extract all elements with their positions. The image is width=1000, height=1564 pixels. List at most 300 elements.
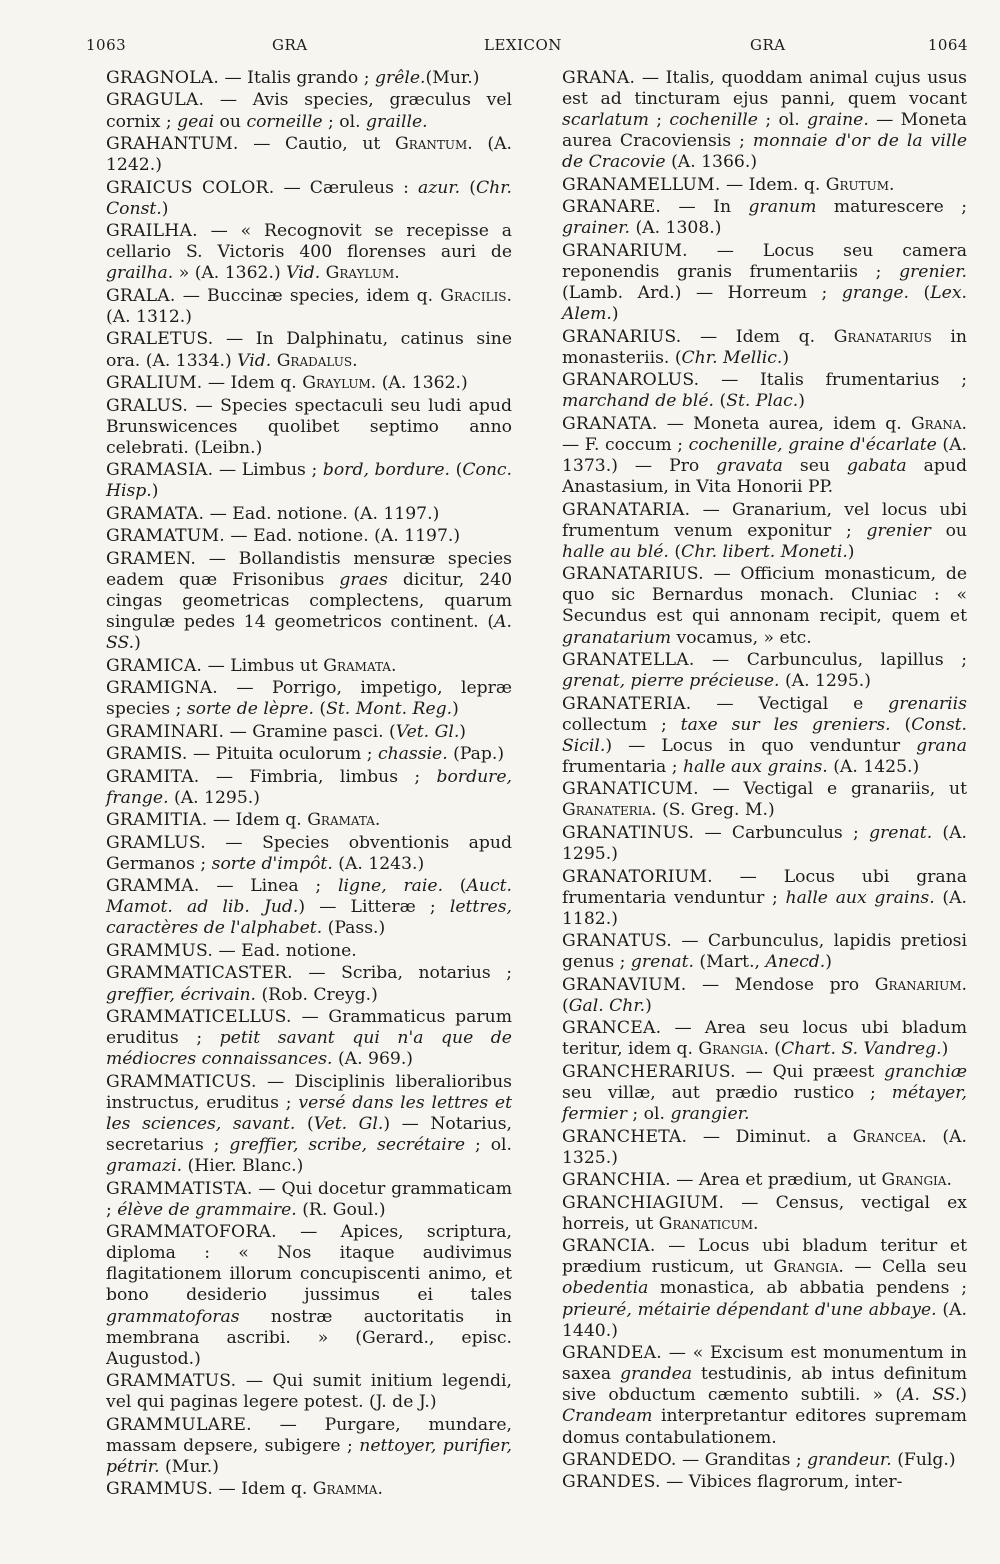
entry-italic-text: Vid. — [237, 350, 272, 371]
entry-lemma: GRAMMUS. — [106, 940, 213, 961]
entry-text: ) — [151, 481, 159, 502]
dictionary-entry — [562, 779, 967, 821]
entry-italic-text: granum — [748, 197, 817, 218]
entry-text: — Fimbria, limbus ; — [199, 766, 437, 787]
entry-text: (A. 1373.) — Pro — [562, 434, 967, 477]
entry-italic-text: Conc. Hisp. — [106, 460, 513, 502]
dictionary-entry — [106, 1222, 512, 1370]
entry-lemma: GRAGNOLA. — [106, 68, 220, 88]
entry-lemma: GRANATERIA. — [562, 693, 692, 714]
entry-text: dicitur, 240 cingas geometricas complectens, quarum singulæ pedes 14 geometricos continent. ( — [106, 569, 512, 633]
entry-italic-text: prieuré, métairie dépendant d'une abbaye. — [562, 1299, 937, 1320]
dictionary-entry — [106, 286, 512, 328]
entry-lemma: GRALA. — [106, 285, 176, 306]
entry-italic-text: Vet. Gl. — [395, 721, 460, 742]
entry-lemma: GRANATINUS. — [562, 822, 695, 843]
entry-text: nostræ auctoritatis in membrana ascribi. » (Gerard., episc. Augustod.) — [106, 1306, 512, 1369]
entry-cross-reference: Granateria. — [562, 800, 657, 821]
dictionary-entry — [106, 1371, 512, 1413]
entry-italic-text: sorte de lèpre. — [186, 699, 314, 720]
entry-text: (A. 1243.) — [332, 853, 425, 874]
entry-italic-text: grenat. — [630, 952, 694, 973]
entry-lemma: GRAMLUS. — [106, 832, 206, 853]
dictionary-entry — [106, 767, 512, 809]
entry-text: — In — [661, 197, 749, 218]
entry-italic-text: granatarium — [562, 627, 672, 648]
entry-lemma: GRAMASIA. — [106, 460, 214, 481]
entry-text: — Qui docetur grammaticam ; — [106, 1178, 512, 1220]
entry-lemma: GRAMMATISTA. — [106, 1178, 253, 1199]
entry-text: (Lamb. Ard.) — Horreum ; — [562, 283, 842, 304]
dictionary-entry — [562, 1062, 967, 1125]
entry-text: ; ol. — [757, 110, 808, 131]
entry-text: — Italis frumentarius ; — [699, 370, 967, 391]
entry-lemma: GRANA. — [562, 68, 636, 88]
entry-text: — Vectigal e granariis, ut — [698, 779, 967, 800]
entry-text: ( — [909, 283, 931, 304]
entry-lemma: GRAILHA. — [106, 221, 198, 242]
left-column — [106, 68, 512, 1502]
entry-text: — Bollandistis mensuræ species eadem quæ Frisonibus — [106, 548, 512, 590]
entry-lemma: GRANCHIAGIUM. — [562, 1192, 725, 1213]
entry-cross-reference: Grangia. — [698, 1039, 769, 1060]
dictionary-entry — [106, 722, 512, 743]
entry-text: — Scriba, notarius ; — [292, 963, 512, 984]
entry-italic-text: sorte d'impôt. — [211, 853, 333, 874]
entry-text: — Moneta aurea Cracoviensis ; — [562, 110, 967, 152]
dictionary-entry — [562, 931, 967, 973]
entry-lemma: GRANATORIUM. — [562, 866, 713, 887]
entry-lemma: GRAICUS COLOR. — [106, 177, 275, 198]
entry-cross-reference: Gramata. — [307, 810, 381, 831]
entry-text: — « Excisum est monumentum in saxea — [562, 1343, 967, 1385]
entry-text: ( — [295, 1113, 314, 1134]
entry-lemma: GRAMATUM. — [106, 526, 225, 547]
entry-italic-text: St. Plac. — [726, 391, 799, 412]
entry-text: maturescere ; — [816, 197, 967, 218]
entry-italic-text: graine. — [807, 110, 869, 131]
entry-text: seu — [782, 456, 847, 477]
dictionary-entry — [106, 678, 512, 720]
entry-text: — Granarium, vel locus ubi frumentum venum exponitur ; — [562, 499, 967, 541]
dictionary-entry — [562, 500, 967, 563]
entry-text: — Qui sumit initium legendi, vel qui paginas legere potest. (J. de J.) — [106, 1371, 512, 1413]
headword-left: GRA — [272, 36, 308, 54]
entry-text: — Idem q. — [202, 373, 303, 394]
entry-text: ) — [645, 995, 652, 1016]
dictionary-entry — [106, 178, 512, 220]
entry-italic-text: chassie. — [377, 744, 448, 765]
dictionary-entry — [562, 1472, 967, 1493]
entry-italic-text: grammatoforas — [106, 1306, 240, 1327]
entry-text: — Disciplinis liberalioribus instructus, eruditus ; — [106, 1071, 512, 1113]
entry-text: — Italis grando ; — [219, 68, 375, 88]
entry-text: (R. Goul.) — [296, 1199, 386, 1220]
entry-lemma: GRANAMELLUM. — [562, 174, 721, 195]
entry-text: (Rob. Creyg.) — [256, 984, 378, 1005]
dictionary-entry — [106, 221, 512, 284]
dictionary-entry — [106, 963, 512, 1005]
dictionary-entry — [562, 68, 967, 173]
entry-lemma: GRALUS. — [106, 395, 189, 416]
dictionary-entry — [562, 1127, 967, 1169]
entry-cross-reference: Gracilis. — [440, 285, 512, 306]
entry-italic-text: cochenille — [669, 110, 758, 131]
entry-text: (A. 1295.) — [562, 822, 968, 865]
entry-cross-reference: Grangia. — [881, 1170, 952, 1191]
entry-italic-text: monnaie d'or de la ville de Cracovie — [562, 131, 967, 173]
dictionary-entry — [562, 197, 967, 239]
entry-text: — Limbus ut — [202, 655, 324, 676]
entry-italic-text: nettoyer, purifier, pétrir. — [106, 1435, 512, 1477]
entry-cross-reference: Grana. — [910, 413, 967, 434]
entry-text: ; ol. — [626, 1104, 671, 1125]
entry-italic-text: bord, bordure. — [322, 460, 451, 481]
entry-italic-text: grenat, pierre précieuse. — [562, 671, 780, 692]
dictionary-entry — [562, 241, 967, 325]
dictionary-entry — [106, 373, 512, 394]
entry-text: ) — Notarius, secretarius ; — [106, 1113, 513, 1155]
entry-italic-text: grenariis — [888, 693, 967, 714]
dictionary-entry — [106, 526, 512, 547]
entry-italic-text: marchand de blé. — [562, 391, 715, 412]
entry-lemma: GRANATARIUS. — [562, 564, 704, 585]
entry-text: ) — [161, 198, 169, 219]
entry-text: ) — [798, 391, 805, 412]
entry-text: — Area seu locus ubi bladum teritur, idem q. — [562, 1018, 967, 1060]
entry-text: ) — [825, 952, 832, 973]
dictionary-entry — [562, 823, 967, 865]
entry-text: ) — [459, 721, 467, 742]
entry-cross-reference: Grantum. — [394, 134, 473, 155]
dictionary-entry — [106, 460, 512, 502]
entry-text: ; — [648, 110, 670, 131]
dictionary-entry — [562, 650, 967, 692]
entry-italic-text: scarlatum — [562, 110, 649, 131]
entry-text: — Vectigal e — [691, 693, 889, 714]
entry-text: — Vibices flagrorum, inter- — [660, 1472, 903, 1493]
entry-italic-text: Const. Sicil. — [562, 714, 968, 756]
dictionary-entry — [106, 1479, 512, 1500]
dictionary-entry — [562, 1236, 967, 1341]
entry-cross-reference: Gradalus. — [276, 350, 358, 371]
headword-right: GRA — [750, 36, 786, 54]
dictionary-entry — [562, 175, 967, 196]
entry-italic-text: métayer, fermier — [562, 1083, 967, 1125]
dictionary-entry — [106, 396, 512, 459]
entry-lemma: GRAMMATICASTER. — [106, 963, 293, 984]
entry-text: collectum ; — [562, 714, 681, 735]
entry-text: (Mur.) — [425, 68, 480, 88]
entry-text: — Species spectaculi seu ludi apud Brunswicences quolibet septimo anno celebrati. (Leibn.) — [106, 395, 512, 458]
entry-text: (Mart., — [693, 952, 766, 973]
entry-lemma: GRAMIS. — [106, 744, 188, 765]
entry-italic-text: grana — [916, 735, 967, 756]
entry-lemma: GRANATELLA. — [562, 650, 695, 671]
dictionary-entry — [562, 1450, 967, 1471]
entry-text: — Avis species, græculus vel cornix ; — [106, 90, 512, 132]
entry-text: ( — [714, 391, 727, 412]
entry-text: — Grammaticus parum eruditus ; — [106, 1007, 512, 1049]
entry-text: — « Recognovit se recepisse a cellario S. Victoris 400 florenses auri de — [106, 221, 512, 263]
entry-text: — Porrigo, impetigo, lepræ species ; — [106, 678, 512, 720]
entry-lemma: GRAMICA. — [106, 655, 203, 676]
entry-italic-text: Gal. Chr. — [568, 995, 646, 1016]
entry-italic-text: Chr. libert. Moneti. — [681, 541, 848, 562]
entry-cross-reference: Gramata. — [323, 655, 397, 676]
entry-italic-text: taxe sur les greniers. — [680, 714, 891, 735]
entry-text: — Gramine pasci. ( — [224, 721, 396, 742]
entry-italic-text: grainer. — [562, 218, 630, 239]
entry-lemma: GRANCEA. — [562, 1018, 662, 1039]
entry-italic-text: grenier — [866, 520, 931, 541]
dictionary-entry — [562, 867, 967, 930]
entry-text: — Diminut. a — [687, 1126, 853, 1147]
entry-lemma: GRANATUS. — [562, 931, 672, 952]
entry-italic-text: grangier. — [670, 1104, 750, 1125]
entry-italic-text: grêle. — [375, 68, 426, 88]
entry-text: (A. 1295.) — [779, 671, 871, 692]
entry-text: — Locus ubi grana frumentaria venduntur ; — [562, 866, 967, 908]
entry-cross-reference: Graylum. — [325, 263, 400, 284]
entry-text: — Area et prædium, ut — [670, 1170, 882, 1191]
entry-text: — Linea ; — [199, 876, 338, 897]
entry-italic-text: greffier, scribe, secrétaire — [229, 1134, 466, 1155]
entry-lemma: GRANATARIA. — [562, 499, 691, 520]
entry-text: — Purgare, mundare, massam depsere, subigere ; — [106, 1414, 512, 1456]
entry-text: — Cautio, ut — [238, 134, 395, 155]
entry-lemma: GRAGULA. — [106, 90, 205, 111]
running-title: LEXICON — [484, 36, 562, 54]
entry-text: (A. 1425.) — [827, 756, 920, 777]
entry-italic-text: graille. — [366, 111, 428, 132]
entry-lemma: GRANDES. — [562, 1472, 661, 1493]
entry-text: (A. 1242.) — [106, 134, 513, 176]
entry-text: ( — [313, 699, 327, 720]
entry-italic-text: Anecd. — [765, 952, 826, 973]
entry-italic-text: gramazi. — [106, 1156, 183, 1177]
entry-cross-reference: Granarium. — [874, 974, 967, 995]
entry-text: ; ol. — [465, 1134, 513, 1155]
entry-lemma: GRALETUS. — [106, 329, 214, 350]
entry-italic-text: Chr. Mellic. — [681, 347, 783, 368]
dictionary-entry — [562, 694, 967, 778]
dictionary-entry — [106, 941, 512, 962]
entry-text: in monasteriis. ( — [562, 326, 967, 368]
entry-italic-text: ligne, raie. — [337, 876, 444, 897]
entry-text: ) — [782, 347, 790, 368]
entry-italic-text: cochenille, graine d'écarlate — [688, 434, 937, 455]
entry-text: (Pass.) — [322, 918, 386, 939]
entry-text: ( — [562, 995, 569, 1016]
dictionary-entry — [106, 90, 512, 132]
dictionary-entry — [106, 68, 512, 89]
entry-text: ) — [847, 541, 855, 562]
dictionary-entry — [106, 833, 512, 875]
entry-text: ) — [134, 633, 141, 654]
running-header — [86, 36, 968, 58]
entry-lemma: GRAMMATICUS. — [106, 1071, 257, 1092]
entry-text: (A. 969.) — [332, 1049, 413, 1070]
entry-text: (A. 1308.) — [630, 218, 722, 239]
entry-text: interpretantur editores supremam domus contabulationem. — [562, 1406, 967, 1448]
entry-text: apud Anastasium, in Vita Honorii PP. — [562, 456, 967, 498]
entry-lemma: GRANCHIA. — [562, 1170, 671, 1191]
entry-lemma: GRALIUM. — [106, 373, 203, 394]
entry-text: seu villæ, aut prædio rustico ; — [562, 1083, 892, 1104]
entry-text: (Pap.) — [447, 744, 505, 765]
entry-italic-text: grandeur. — [807, 1449, 892, 1470]
dictionary-entry — [562, 564, 967, 648]
entry-italic-text: St. Mont. Reg. — [326, 699, 453, 720]
dictionary-entry — [562, 1343, 967, 1448]
entry-italic-text: gabata — [846, 456, 907, 477]
dictionary-entry — [106, 1072, 512, 1177]
entry-text: ( — [890, 714, 912, 735]
dictionary-entry — [106, 504, 512, 525]
entry-italic-text: grandea — [620, 1364, 693, 1385]
entry-text: — Cella seu — [843, 1257, 968, 1278]
entry-text: — Locus seu camera reponendis granis frumentariis ; — [562, 240, 967, 283]
dictionary-entry — [562, 327, 967, 369]
entry-italic-text: élève de grammaire. — [117, 1199, 297, 1220]
entry-text: — Cæruleus : — [274, 177, 418, 198]
entry-lemma: GRANCHERARIUS. — [562, 1061, 736, 1082]
entry-italic-text: petit savant qui n'a que de médiocres connaissances. — [106, 1028, 512, 1070]
entry-text: — Ead. notione. — [213, 940, 357, 961]
entry-text: (A. 1366.) — [665, 152, 758, 173]
entry-text: (S. Greg. M.) — [656, 800, 775, 821]
entry-lemma: GRAMMATUS. — [106, 1371, 237, 1392]
dictionary-entry — [562, 975, 967, 1017]
entry-italic-text: geai — [177, 111, 215, 132]
entry-text: — Italis, quoddam animal cujus usus est ad tincturam ejus panni, quem vocant — [562, 68, 967, 110]
entry-italic-text: graes — [339, 569, 388, 590]
entry-italic-text: Vet. Gl. — [313, 1113, 384, 1134]
entry-text: — Carbunculus, lapillus ; — [694, 650, 967, 671]
entry-text: — Mendose pro — [686, 974, 875, 995]
entry-italic-text: grange. — [841, 283, 910, 304]
dictionary-entry — [562, 370, 967, 412]
entry-text: (Fulg.) — [891, 1449, 956, 1470]
entry-text: — Buccinæ species, idem q. — [175, 285, 441, 306]
dictionary-entry — [562, 414, 967, 498]
dictionary-entry — [106, 329, 512, 371]
entry-text: frumentaria ; — [562, 756, 684, 777]
entry-text: — Ead. notione. (A. 1197.) — [224, 526, 461, 547]
entry-lemma: GRANDEDO. — [562, 1449, 677, 1470]
entry-text: ) — [941, 1039, 949, 1060]
entry-lemma: GRANATA. — [562, 413, 658, 434]
entry-text: (Mur.) — [159, 1456, 219, 1477]
entry-italic-text: Crandeam — [562, 1406, 653, 1427]
dictionary-entry — [562, 1170, 967, 1191]
entry-text: ) — [960, 1385, 968, 1406]
entry-lemma: GRANARIUS. — [562, 326, 682, 347]
entry-cross-reference: Granatarius — [833, 326, 932, 347]
entry-italic-text: grailha. — [106, 263, 174, 284]
entry-lemma: GRAMIGNA. — [106, 678, 218, 699]
entry-text: ( — [768, 1039, 781, 1060]
entry-text: — Granditas ; — [676, 1449, 808, 1470]
entry-text: — Ead. notione. (A. 1197.) — [204, 503, 440, 524]
entry-italic-text: obedentia — [562, 1278, 649, 1299]
entry-text: vocamus, » etc. — [671, 627, 812, 648]
entry-text: ou — [930, 520, 967, 541]
entry-cross-reference: Gramma. — [312, 1479, 383, 1500]
entry-italic-text: Lex. Alem. — [562, 283, 967, 325]
entry-italic-text: versé dans les lettres et les sciences, savant. — [106, 1092, 513, 1134]
entry-italic-text: granchiæ — [884, 1061, 967, 1082]
entry-lemma: GRAMITA. — [106, 766, 200, 787]
entry-italic-text: bordure, frange. — [106, 766, 512, 808]
entry-text: ) — [611, 304, 619, 325]
entry-italic-text: gravata — [716, 456, 783, 477]
entry-text: (A. 1312.) — [106, 306, 192, 327]
entry-italic-text: halle aux grains. — [683, 756, 828, 777]
entry-lemma: GRAMEN. — [106, 548, 197, 569]
entry-text: ( — [668, 541, 682, 562]
entry-text: — Idem. q. — [720, 174, 826, 195]
entry-italic-text: Chr. Const. — [106, 177, 512, 219]
entry-text: monastica, ab abbatia pendens ; — [648, 1278, 967, 1299]
entry-italic-text: lettres, caractères de l'alphabet. — [106, 897, 513, 939]
dictionary-entry — [106, 1179, 512, 1221]
right-column — [562, 68, 967, 1495]
entry-text: ( — [443, 876, 467, 897]
entry-lemma: GRAMMA. — [106, 876, 200, 897]
entry-italic-text: halle aux grains. — [785, 887, 935, 908]
entry-italic-text: Auct. Mamot. ad lib. Jud. — [106, 876, 512, 918]
entry-italic-text: grenat. — [869, 822, 933, 843]
entry-lemma: GRAMMULARE. — [106, 1414, 252, 1435]
entry-text: — Apices, scriptura, diploma : « Nos itaque audivimus flagitationem illorum concupiscenti animo, et bono desiderio jussimus ei tales — [106, 1222, 512, 1306]
entry-text: (A. 1325.) — [562, 1126, 967, 1168]
entry-text: ( — [460, 177, 476, 198]
entry-text: ou — [214, 111, 247, 132]
entry-text: — Qui præest — [735, 1061, 885, 1082]
dictionary-entry — [562, 1018, 967, 1060]
entry-text: — Officium monasticum, de quo sic Bernardus monach. Cluniac : « Secundus est qui annonam recipit, quem et — [562, 564, 967, 627]
entry-italic-text: halle au blé. — [562, 541, 669, 562]
entry-cross-reference: Grancea. — [852, 1126, 927, 1147]
entry-italic-text: A. SS. — [902, 1385, 961, 1406]
entry-text: — Idem q. — [207, 810, 308, 831]
page-number-right: 1064 — [927, 36, 968, 54]
entry-italic-text: Chart. S. Vandreg. — [780, 1039, 942, 1060]
entry-cross-reference: Granaticum. — [658, 1213, 759, 1234]
entry-text: — Idem q. — [681, 326, 834, 347]
entry-text: testudinis, ab intus definitum sive obductum cæmento subtili. » ( — [562, 1364, 967, 1406]
entry-lemma: GRAHANTUM. — [106, 134, 239, 155]
entry-italic-text: grenier. — [899, 262, 967, 283]
dictionary-entry — [106, 1007, 512, 1070]
entry-lemma: GRAMITIA. — [106, 810, 208, 831]
entry-lemma: GRANCIA. — [562, 1236, 656, 1257]
entry-lemma: GRAMMATICELLUS. — [106, 1007, 292, 1028]
entry-text: — In Dalphinatu, catinus sine ora. (A. 1334.) — [106, 329, 512, 371]
entry-lemma: GRAMINARI. — [106, 721, 225, 742]
entry-text: ) — Locus in quo venduntur — [605, 735, 917, 756]
entry-cross-reference: Grutum. — [825, 174, 895, 195]
entry-lemma: GRANATICUM. — [562, 779, 699, 800]
entry-lemma: GRANARE. — [562, 197, 662, 218]
entry-italic-text: A. SS. — [106, 612, 512, 654]
entry-text: — Carbunculus, lapidis pretiosi genus ; — [562, 931, 967, 973]
entry-text: (A. 1182.) — [562, 887, 968, 929]
entry-text: — Moneta aurea, idem q. — [657, 413, 911, 434]
dictionary-entry — [106, 744, 512, 765]
